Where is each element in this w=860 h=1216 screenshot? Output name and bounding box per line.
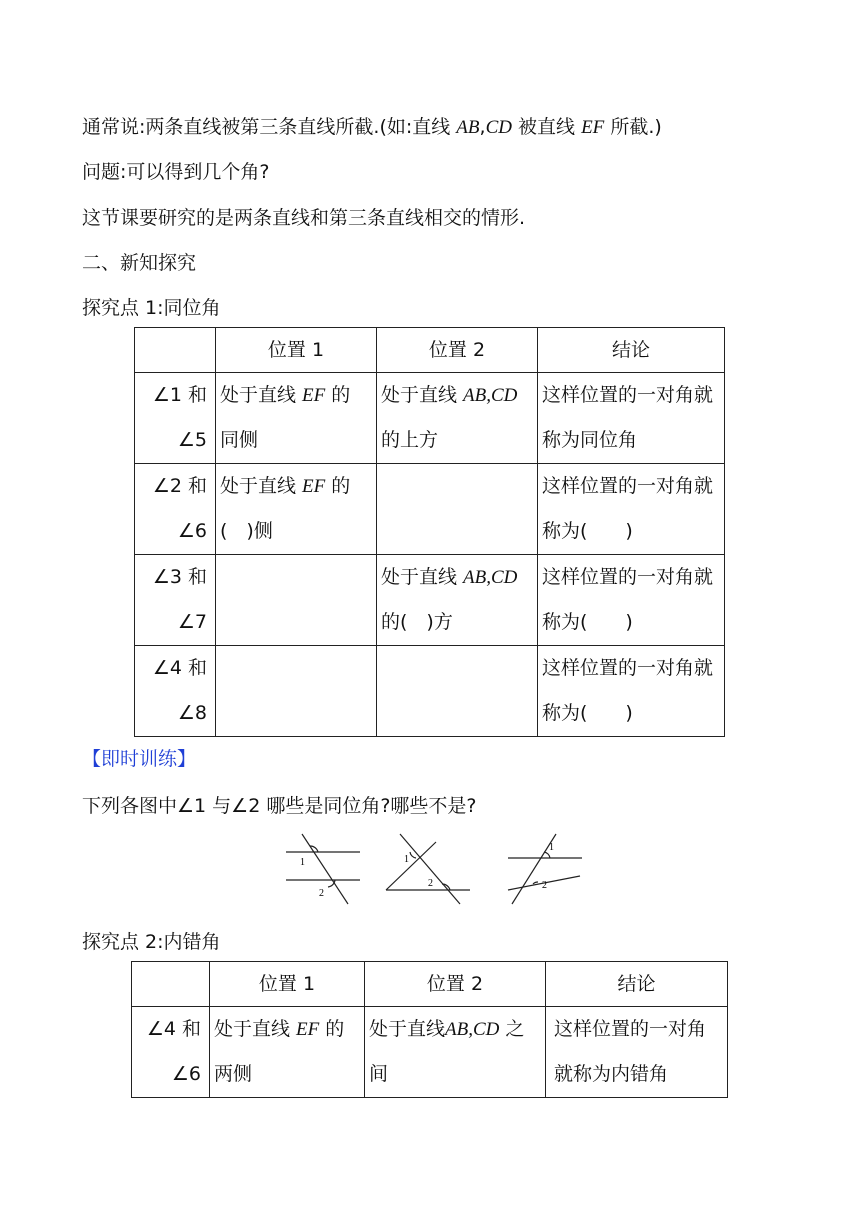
text: 的	[319, 1018, 345, 1040]
line-ab-cd: AB,CD	[463, 567, 518, 588]
line-ef: EF	[581, 117, 605, 138]
intro-text-post: 所截.)	[604, 116, 662, 138]
point1-title: 探究点 1:同位角	[82, 297, 221, 319]
angle-pair-cell	[135, 646, 216, 737]
text: 间	[369, 1063, 389, 1085]
line-ab-cd: AB,CD	[445, 1019, 500, 1040]
table-row	[132, 1007, 728, 1098]
figure-2	[386, 834, 470, 904]
text: 就称为内错角	[554, 1063, 669, 1085]
angle-b: ∠7	[177, 611, 207, 633]
header-cell	[132, 962, 210, 1007]
conclusion-cell	[546, 1007, 728, 1098]
section-heading: 二、新知探究	[82, 252, 197, 274]
text: 处于直线	[220, 475, 303, 497]
angle-pair-cell	[132, 1007, 210, 1098]
angle-b: ∠6	[177, 520, 207, 542]
position2-cell	[377, 464, 538, 555]
text: 的	[325, 475, 351, 497]
table-header-row	[132, 962, 728, 1007]
position1-cell	[216, 464, 377, 555]
angle-label-2: 2	[428, 878, 433, 889]
text: 处于直线	[369, 1018, 446, 1040]
conclusion-cell	[538, 646, 725, 737]
line-ef: EF	[302, 476, 326, 497]
point2-title: 探究点 2:内错角	[82, 931, 221, 953]
angle-b: ∠5	[177, 429, 207, 451]
text: 这样位置的一对角就	[542, 384, 714, 406]
header-cell: 位置 2	[377, 328, 538, 373]
conclusion-cell	[538, 464, 725, 555]
header-cell	[135, 328, 216, 373]
intro-line-1	[82, 113, 662, 142]
angle-label-2: 2	[542, 880, 547, 891]
table-row	[135, 555, 725, 646]
angle-a: ∠4 和	[152, 657, 207, 679]
angle-b: ∠6	[171, 1063, 201, 1085]
conclusion-cell	[538, 555, 725, 646]
angle-arc	[533, 882, 538, 884]
figure-3	[508, 834, 582, 904]
comma: ,	[479, 116, 486, 138]
angle-arc	[328, 880, 335, 887]
corresponding-angles-table	[134, 327, 725, 737]
text: 同侧	[220, 429, 259, 451]
angle-label-2: 2	[319, 888, 324, 899]
header-cell: 结论	[538, 328, 725, 373]
text: 这样位置的一对角就	[542, 657, 714, 679]
text: 称为同位角	[542, 429, 638, 451]
line-cd: CD	[485, 117, 512, 138]
table-row	[135, 373, 725, 464]
angle-pair-cell	[135, 373, 216, 464]
angle-a: ∠2 和	[152, 475, 207, 497]
line-ef: EF	[302, 385, 326, 406]
position1-cell	[216, 555, 377, 646]
text: 这样位置的一对角就	[542, 475, 714, 497]
angle-pair-cell	[135, 464, 216, 555]
text: 称为( )	[542, 611, 633, 633]
text: 称为( )	[542, 520, 633, 542]
text: 处于直线	[220, 384, 303, 406]
position1-cell	[216, 373, 377, 464]
text: 处于直线	[381, 384, 464, 406]
table-header-row	[135, 328, 725, 373]
line-ef: EF	[296, 1019, 320, 1040]
header-cell: 位置 1	[216, 328, 377, 373]
angle-a: ∠1 和	[152, 384, 207, 406]
position2-cell	[377, 646, 538, 737]
figure-transversal	[400, 834, 460, 904]
text: 这样位置的一对角	[554, 1018, 707, 1040]
position2-cell	[365, 1007, 546, 1098]
figure-transversal	[302, 834, 348, 904]
text: 这样位置的一对角就	[542, 566, 714, 588]
angle-b: ∠8	[177, 702, 207, 724]
alternate-angles-table	[131, 961, 728, 1098]
text: 之	[499, 1018, 525, 1040]
angle-a: ∠4 和	[146, 1018, 201, 1040]
text: 称为( )	[542, 702, 633, 724]
text: 两侧	[214, 1063, 253, 1085]
header-cell: 位置 2	[365, 962, 546, 1007]
angle-figures	[280, 828, 590, 910]
position1-cell	[216, 646, 377, 737]
text: 处于直线	[214, 1018, 297, 1040]
position2-cell	[377, 373, 538, 464]
intro-line-2: 问题:可以得到几个角?	[82, 161, 270, 183]
line-ab: AB	[456, 117, 480, 138]
intro-text-mid: 被直线	[511, 116, 582, 138]
position2-cell	[377, 555, 538, 646]
practice-title: 【即时训练】	[82, 748, 197, 770]
header-cell: 结论	[546, 962, 728, 1007]
conclusion-cell	[538, 373, 725, 464]
angle-arc	[410, 852, 416, 858]
table-row	[135, 646, 725, 737]
text: 的( )方	[381, 611, 453, 633]
line-ab-cd: AB,CD	[463, 385, 518, 406]
practice-question: 下列各图中∠1 与∠2 哪些是同位角?哪些不是?	[82, 795, 477, 817]
angle-label-1: 1	[404, 854, 409, 865]
angle-a: ∠3 和	[152, 566, 207, 588]
text: 处于直线	[381, 566, 464, 588]
text: 的	[325, 384, 351, 406]
text: ( )侧	[220, 520, 273, 542]
intro-text: 通常说:两条直线被第三条直线所截.(如:直线	[82, 116, 457, 138]
angle-label-1: 1	[300, 857, 305, 868]
table-row	[135, 464, 725, 555]
angle-label-1: 1	[549, 842, 554, 853]
header-cell: 位置 1	[210, 962, 365, 1007]
text: 的上方	[381, 429, 439, 451]
angle-pair-cell	[135, 555, 216, 646]
position1-cell	[210, 1007, 365, 1098]
intro-line-3: 这节课要研究的是两条直线和第三条直线相交的情形.	[82, 207, 526, 229]
